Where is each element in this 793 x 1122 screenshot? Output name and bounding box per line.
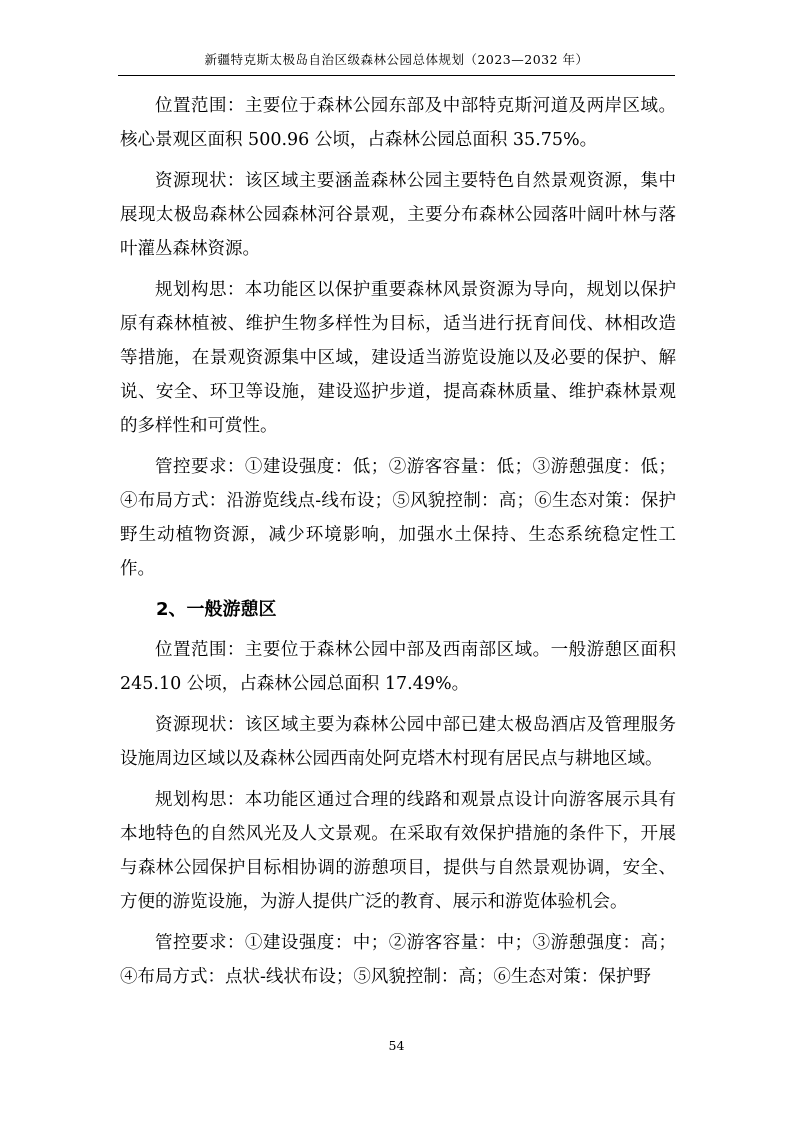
paragraph-resources-general: 资源现状：该区域主要为森林公园中部已建太极岛酒店及管理服务设施周边区域以及森林公园西南处阿克塔木村现有居民点与耕地区域。 [120,715,676,769]
paragraph-control-core: 管控要求：①建设强度：低；②游客容量：低；③游憩强度：低；④布局方式：沿游览线点-线布设；⑤风貌控制：高；⑥生态对策：保护野生动植物资源，减少环境影响，加强水土保持、生态系统稳定性工作。 [120,457,676,579]
paragraph-control-general: 管控要求：①建设强度：中；②游客容量：中；③游憩强度：高；④布局方式：点状-线状布设；⑤风貌控制：高；⑥生态对策：保护野 [120,933,676,987]
section-heading: 2、一般游憩区 [156,599,277,620]
paragraph-planning-core: 规划构思：本功能区以保护重要森林风景资源为导向，规划以保护原有森林植被、维护生物多样性为目标，适当进行抚育间伐、林相改造等措施，在景观资源集中区域，建设适当游览设施以及必要的保护、解说、安全、环卫等设施，建设巡护步道，提高森林质量、维护森林景观的多样性和可赏性。 [120,280,676,436]
page-number: 54 [388,1038,405,1053]
document-body [120,89,676,1001]
paragraph-location-core: 位置范围：主要位于森林公园东部及中部特克斯河道及两岸区域。核心景观区面积 500.96 公顷，占森林公园总面积 35.75%。 [120,96,676,150]
paragraph-location-general: 位置范围：主要位于森林公园中部及西南部区域。一般游憩区面积 245.10 公顷，占森林公园总面积 17.49%。 [120,640,676,694]
paragraph-planning-general: 规划构思：本功能区通过合理的线路和观景点设计向游客展示具有本地特色的自然风光及人文景观。在采取有效保护措施的条件下，开展与森林公园保护目标相协调的游憩项目，提供与自然景观协调，安全、方便的游览设施，为游人提供广泛的教育、展示和游览体验机会。 [120,790,676,912]
paragraph-resources-core: 资源现状：该区域主要涵盖森林公园主要特色自然景观资源，集中展现太极岛森林公园森林河谷景观，主要分布森林公园落叶阔叶林与落叶灌丛森林资源。 [120,171,676,259]
running-header: 新疆特克斯太极岛自治区级森林公园总体规划（2023—2032 年） [204,52,589,67]
header-rule [118,75,675,76]
